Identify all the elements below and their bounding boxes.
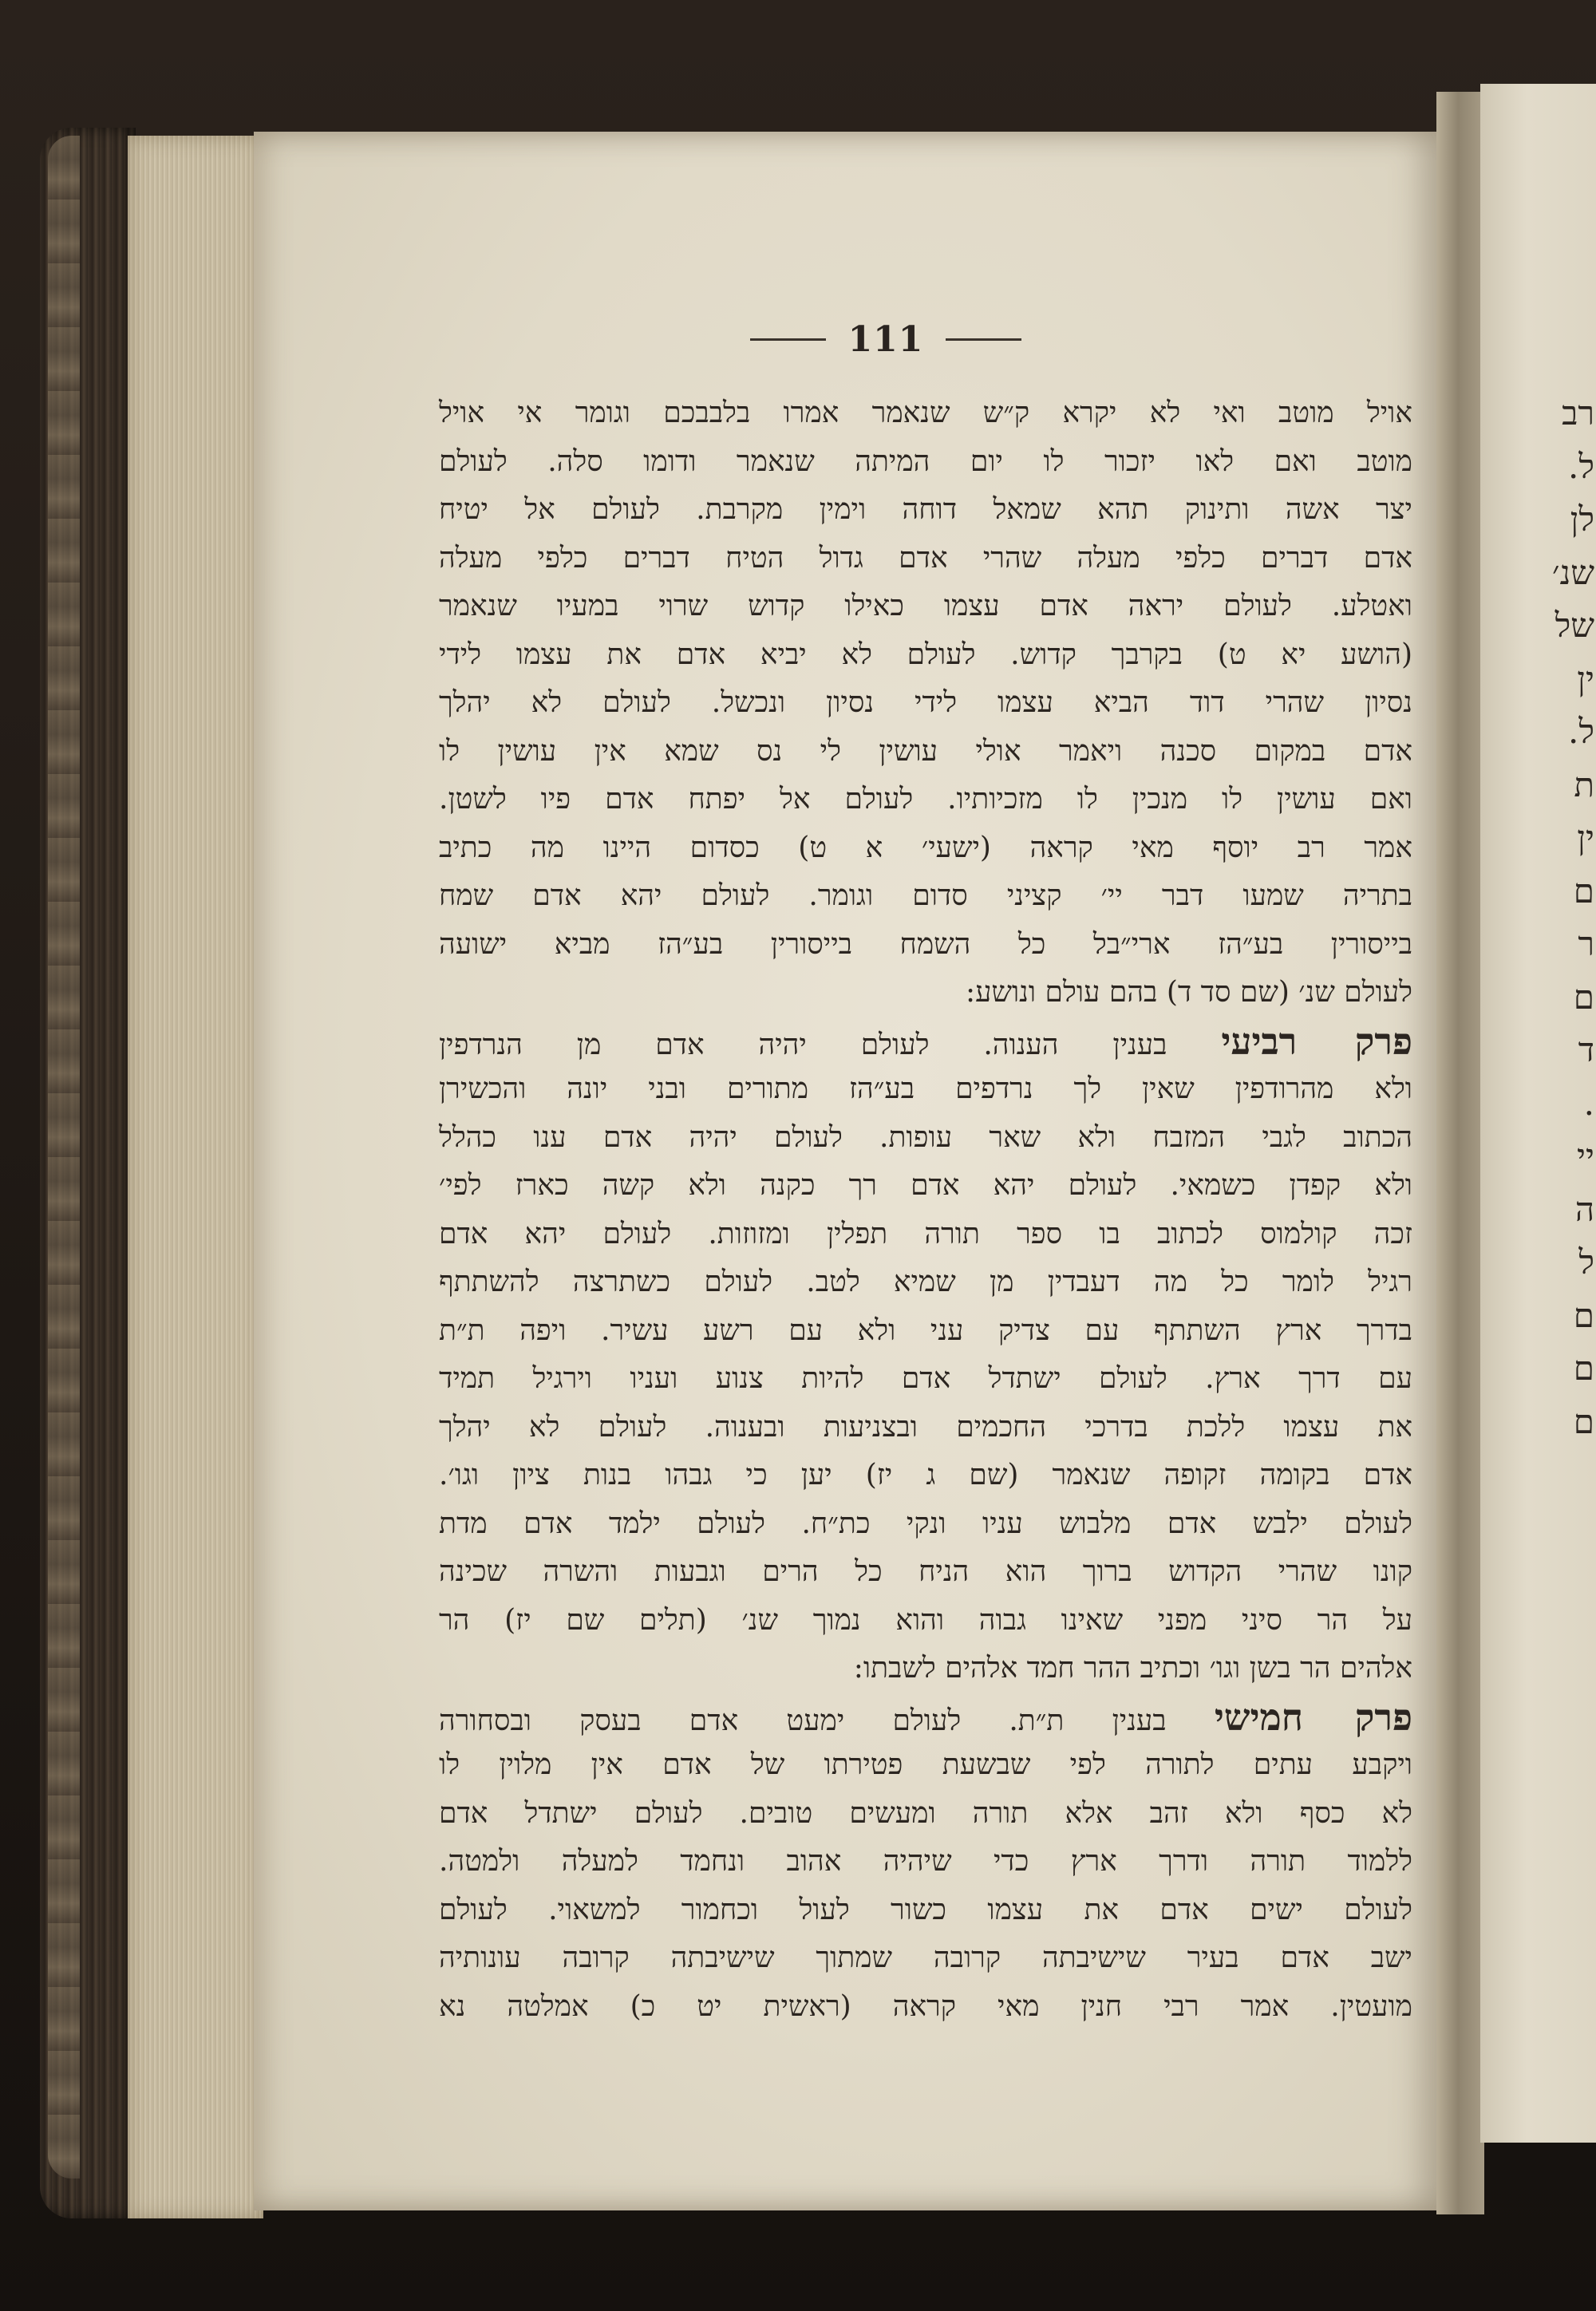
chapter-heading-line [439, 1693, 1412, 1742]
chapter-heading: פרק חמישי [1214, 1695, 1412, 1739]
next-page-fragment: ל. [1568, 712, 1594, 751]
text-line [439, 1886, 1412, 1935]
text-line [439, 535, 1412, 583]
text-line [439, 728, 1412, 776]
next-page-fragment: ם [1573, 1349, 1594, 1388]
text-line [439, 1597, 1412, 1645]
next-page-fragment: ל [1578, 1242, 1594, 1282]
text-line [439, 1838, 1412, 1886]
text-line [439, 679, 1412, 728]
text-line [439, 824, 1412, 873]
text-line [439, 872, 1412, 921]
text-line [439, 583, 1412, 631]
text-line [439, 1211, 1412, 1259]
line-text: נסיון שהרי דוד הביא עצמו לידי נסיון ונכשל. לעולם לא יהלך [439, 686, 1412, 719]
line-text: אויל מוטב ואי לא יקרא ק״ש שנאמר אמרו בלבבכם וגומר אי אויל [439, 397, 1412, 429]
next-page-fragment: ין [1577, 658, 1594, 698]
line-text: אדם דברים כלפי מעלה שהרי אדם גדול הטיח דברים כלפי מעלה [439, 541, 1412, 575]
text-line [439, 486, 1412, 535]
page-number: 111 [847, 318, 924, 360]
header-rule-left [750, 338, 826, 341]
text-line [439, 1307, 1412, 1356]
line-text: מועטין. אמר רבי חנין מאי קראה (ראשית יט כ) אמלטה נא [439, 1989, 1412, 2023]
next-page-fragment: ין [1577, 818, 1594, 857]
line-text: בדרך ארץ השתתף עם צדיק עני ולא עם רשע עשיר. ויפה ת״ת [439, 1314, 1412, 1347]
text-line [439, 1355, 1412, 1404]
chapter-heading: פרק רביעי [1221, 1019, 1412, 1063]
line-text: הכתוב לגבי המזבח ולא שאר עופות. לעולם יהיה אדם ענו כהלל [439, 1120, 1412, 1154]
text-line [439, 1404, 1412, 1452]
text-line [439, 438, 1412, 487]
next-page-fragment: רב [1562, 393, 1594, 433]
text-line [439, 631, 1412, 680]
line-text: ואטלע. לעולם יראה אדם עצמו כאילו קדוש שרוי במעיו שנאמר [439, 590, 1412, 622]
line-text: את עצמו ללכת בדרכי החכמים ובצניעות ובענוה. לעולם לא יהלך [439, 1410, 1412, 1444]
next-page-fragment: ם [1573, 977, 1594, 1017]
text-line [439, 1114, 1412, 1163]
page-gutter [1436, 92, 1484, 2214]
next-page-fragment: ת [1574, 764, 1594, 804]
next-page-fragment: של [1555, 606, 1594, 645]
text-line [439, 1500, 1412, 1549]
line-text: אלהים הר בשן וגו׳ וכתיב ההר חמד אלהים לשבתו: [853, 1652, 1412, 1685]
next-page-fragment: יי [1576, 1136, 1594, 1175]
chapter-heading-line [439, 1017, 1412, 1066]
next-page-fragment: לן [1570, 500, 1594, 539]
spine-edge [48, 136, 80, 2179]
text-line [439, 1934, 1412, 1983]
text-line [439, 1548, 1412, 1597]
line-text: (הושע יא ט) בקרבך קדוש. לעולם לא יביא אדם את עצמו לידי [439, 638, 1412, 671]
line-text: על הר סיני מפני שאינו גבוה והוא נמוך שנ׳ (תלים שם יז) הר [439, 1603, 1412, 1637]
page-header [686, 315, 1085, 363]
next-page-fragment: . [1583, 1083, 1594, 1123]
next-page-fragment: ם [1573, 1401, 1594, 1441]
line-text: עם דרך ארץ. לעולם ישתדל אדם להיות צנוע ועניו וירגיל תמיד [439, 1362, 1412, 1395]
line-text: ויקבע עתים לתורה לפי שבשעת פטירתו של אדם אין מלוין לו [439, 1748, 1412, 1781]
line-text: ולא קפדן כשמאי. לעולם יהא אדם רך כקנה ולא קשה כארז לפי׳ [439, 1169, 1412, 1202]
line-text: בענין ת״ת. לעולם ימעט אדם בעסק ובסחורה [439, 1704, 1167, 1737]
next-page-text-fragments [1551, 387, 1594, 1448]
page-body-text [439, 389, 1412, 2031]
text-line [439, 389, 1412, 438]
text-line [439, 1790, 1412, 1839]
line-text: בתריה שמעו דבר יי׳ קציני סדום וגומר. לעולם יהא אדם שמח [439, 879, 1413, 912]
line-text: רגיל לומר כל מה דעבדין מן שמיא לטב. לעולם כשתרצה להשתתף [439, 1266, 1412, 1298]
line-text: קונו שהרי הקדוש ברוך הוא הניח כל הרים וגבעות והשרה שכינה [439, 1555, 1412, 1588]
line-text: אמר רב יוסף מאי קראה (ישעי׳ א ט) כסדום היינו מה כתיב [439, 831, 1412, 864]
line-text: לא כסף ולא זהב אלא תורה ומעשים טובים. לעולם ישתדל אדם [439, 1796, 1412, 1830]
line-text: זכה קולמוס לכתוב בו ספר תורה תפלין ומזוזות. לעולם יהא אדם [439, 1217, 1412, 1250]
next-page-fragment: ר [1578, 924, 1594, 963]
text-line [439, 1162, 1412, 1211]
line-text: אדם בקומה זקופה שנאמר (שם ג יז) יען כי גבהו בנות ציון וגו׳. [439, 1459, 1412, 1491]
text-line [439, 1645, 1412, 1693]
text-line [439, 1258, 1412, 1307]
page-stack-edge [128, 136, 263, 2218]
line-text: בייסורין בע״הז ארי״בל כל השמח בייסורין בע״הז מביא ישועה [439, 927, 1412, 961]
next-page-fragment: ה [1574, 1189, 1594, 1229]
line-text: לעולם ישים אדם את עצמו כשור לעול וכחמור למשאוי. לעולם [439, 1893, 1412, 1926]
next-page-fragment: ל. [1568, 446, 1594, 486]
line-text: בענין הענוה. לעולם יהיה אדם מן הנרדפין [439, 1028, 1167, 1061]
next-page-fragment: ם [1573, 1295, 1594, 1335]
text-line [439, 1065, 1412, 1114]
line-text: לעולם ילבש אדם מלבוש עניו ונקי כת״ח. לעולם ילמד אדם מדת [439, 1507, 1412, 1540]
text-line [439, 776, 1412, 824]
line-text: יצר אשה ותינוק תהא שמאל דוחה וימין מקרבת. לעולם אל יטיח [439, 493, 1412, 526]
text-line [439, 1741, 1412, 1790]
line-text: ישב אדם בעיר שישיבתה קרובה שמתוך שישיבתה קרובה עונותיה [439, 1942, 1412, 1974]
line-text: ואם עושין לו מנכין לו מזכיותיו. לעולם אל יפתח אדם פיו לשטן. [439, 783, 1412, 816]
text-line [439, 921, 1412, 970]
next-page-fragment: ד [1578, 1030, 1594, 1069]
line-text: לעולם שנ׳ (שם סד ד) בהם עולם ונושע: [965, 976, 1412, 1009]
line-text: מוטב ואם לאו יזכור לו יום המיתה שנאמר ודומו סלה. לעולם [439, 444, 1412, 478]
next-page-fragment: ם [1573, 871, 1594, 911]
text-line [439, 1983, 1412, 2032]
next-page-fragment: שנ׳ [1551, 552, 1594, 592]
header-rule-right [946, 338, 1021, 341]
line-text: ולא מהרודפין שאין לך נרדפים בע״הז מתורים ובני יונה והכשירן [439, 1073, 1412, 1105]
line-text: אדם במקום סכנה ויאמר אולי עושין לי נס שמא אין עושין לו [439, 734, 1412, 768]
text-line [439, 969, 1412, 1017]
text-line [439, 1452, 1412, 1500]
line-text: ללמוד תורה ודרך ארץ כדי שיהיה אהוב ונחמד למעלה ולמטה. [439, 1845, 1412, 1878]
